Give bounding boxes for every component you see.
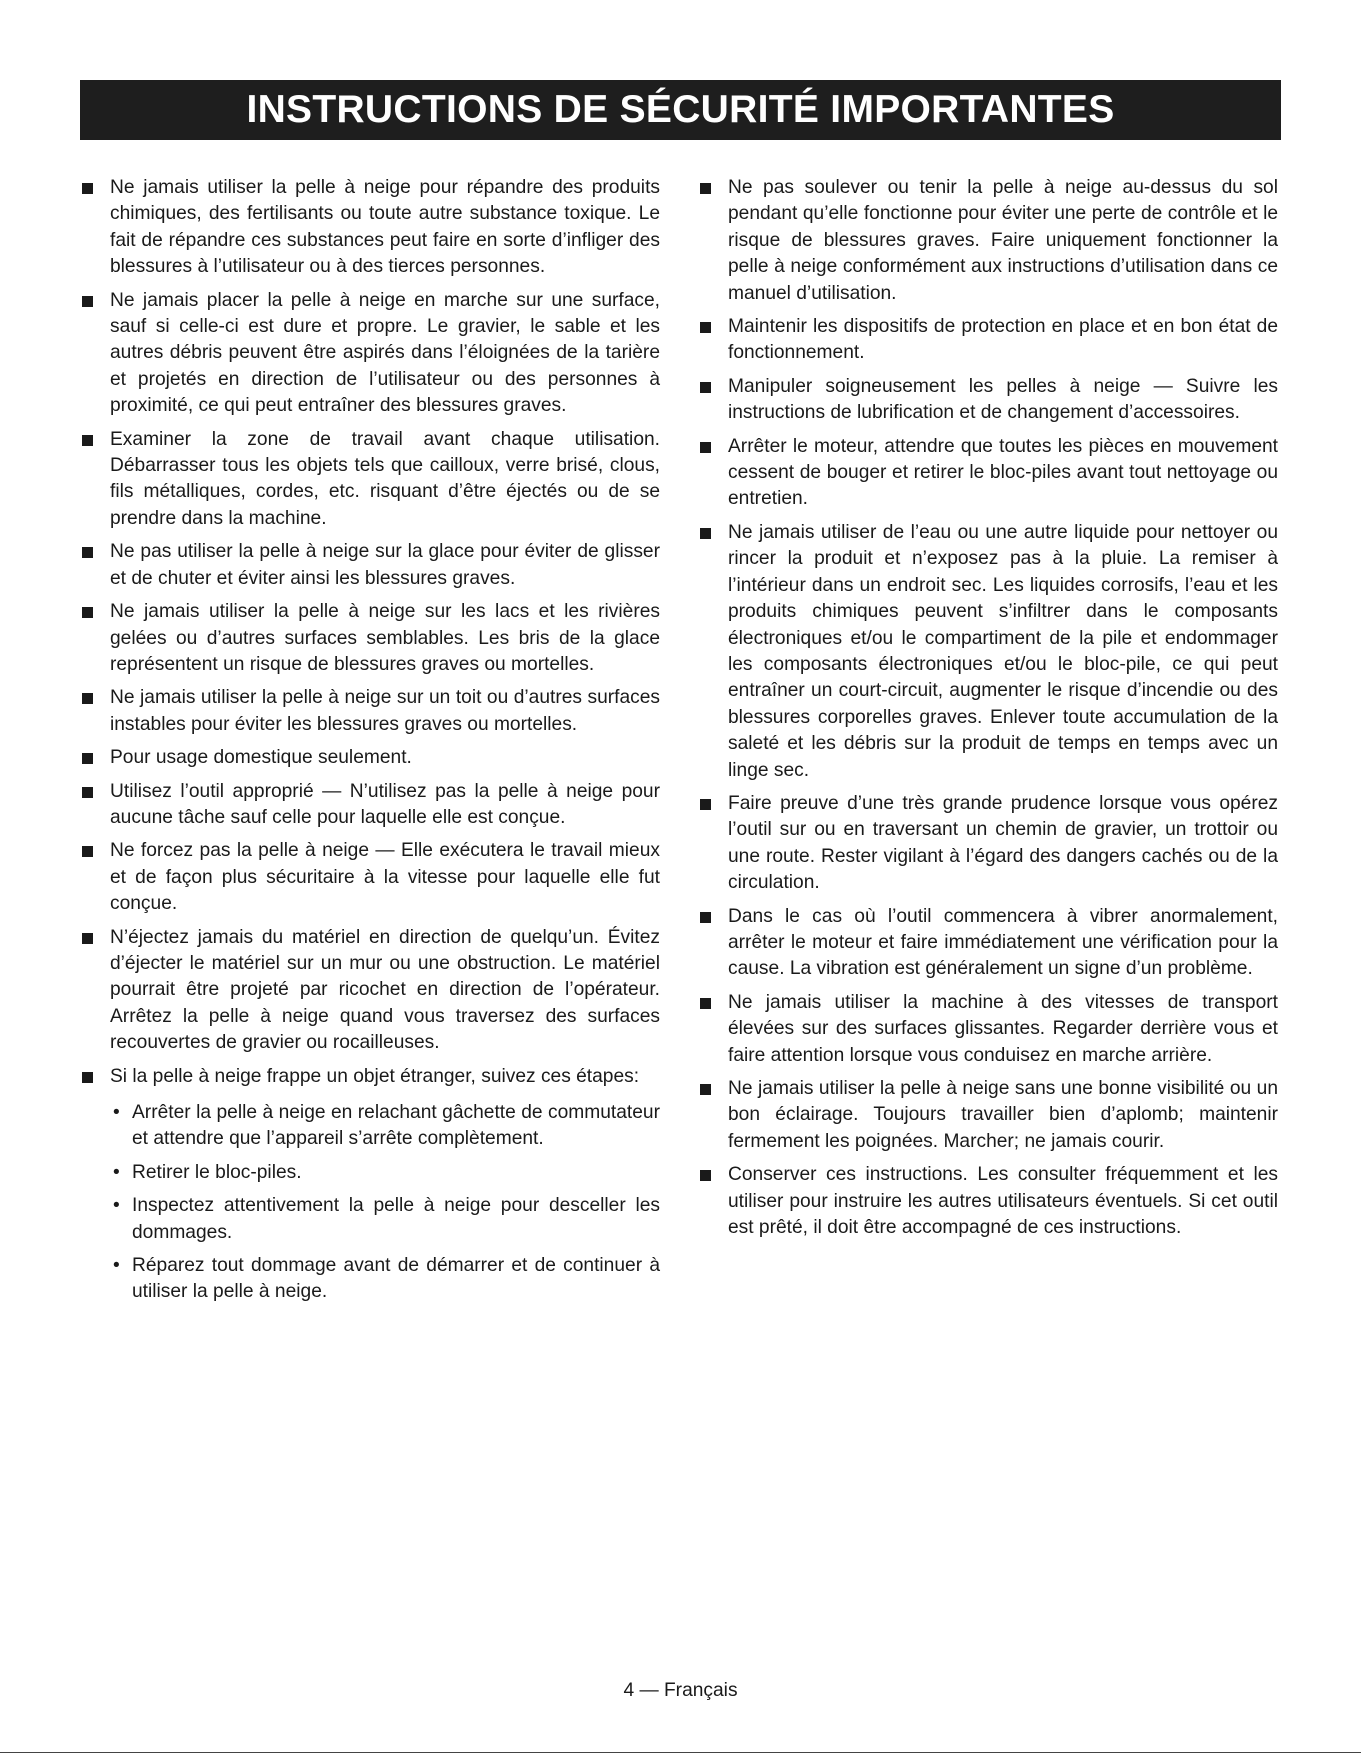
list-item: N’éjectez jamais du matériel en direction de quelqu’un. Évitez d’éjecter le matériel sur un mur ou une obstruction. Le matériel pourrait être projeté par ricochet en direction de l’opérateur. Arrêtez la pelle à neige quand vous traversez des surfaces recouvertes de gravier ou rocailleuses.	[80, 925, 660, 1057]
list-item: Ne pas utiliser la pelle à neige sur la glace pour éviter de glisser et de chuter et éviter ainsi les blessures graves.	[80, 539, 660, 592]
list-item: Arrêter le moteur, attendre que toutes les pièces en mouvement cessent de bouger et retirer le bloc-piles avant tout nettoyage ou entretien.	[698, 434, 1278, 513]
page-footer: 4 — Français	[623, 1680, 738, 1701]
list-item: Ne jamais utiliser la pelle à neige sur les lacs et les rivières gelées ou d’autres surfaces semblables. Les bris de la glace représentent un risque de blessures graves ou mortelles.	[80, 599, 660, 678]
list-item-with-steps	[80, 1064, 660, 1306]
list-item: Faire preuve d’une très grande prudence lorsque vous opérez l’outil sur ou en traversant un chemin de gravier, un trottoir ou une route. Rester vigilant à l’égard des dangers cachés ou de la circulation.	[698, 791, 1278, 897]
list-item: Manipuler soigneusement les pelles à neige — Suivre les instructions de lubrification et de changement d’accessoires.	[698, 374, 1278, 427]
safety-list-left	[80, 175, 660, 1306]
list-item: Ne pas soulever ou tenir la pelle à neige au-dessus du sol pendant qu’elle fonctionne pour éviter une perte de contrôle et le risque de blessures graves. Faire uniquement fonctionner la pelle à neige conformément aux instructions d’utilisation dans ce manuel d’utilisation.	[698, 175, 1278, 307]
sub-list-item: • Arrêter la pelle à neige en relachant gâchette de commutateur et attendre que l’appareil s’arrête complètement.	[110, 1100, 660, 1153]
list-item: Ne jamais utiliser la pelle à neige sans une bonne visibilité ou un bon éclairage. Toujours travailler bien d’aplomb; maintenir fermement les poignées. Marcher; ne jamais courir.	[698, 1076, 1278, 1155]
steps-sublist	[110, 1100, 660, 1306]
list-item: Utilisez l’outil approprié — N’utilisez pas la pelle à neige pour aucune tâche sauf celle pour laquelle elle est conçue.	[80, 779, 660, 832]
left-column	[80, 175, 660, 1313]
list-item: Dans le cas où l’outil commencera à vibrer anormalement, arrêter le moteur et faire immédiatement une vérification pour la cause. La vibration est généralement un signe d’un problème.	[698, 904, 1278, 983]
list-item: Ne jamais utiliser la pelle à neige sur un toit ou d’autres surfaces instables pour éviter les blessures graves ou mortelles.	[80, 685, 660, 738]
sub-list-item: • Réparez tout dommage avant de démarrer et de continuer à utiliser la pelle à neige.	[110, 1253, 660, 1306]
sub-list-item: • Inspectez attentivement la pelle à neige pour desceller les dommages.	[110, 1193, 660, 1246]
list-item: Maintenir les dispositifs de protection en place et en bon état de fonctionnement.	[698, 314, 1278, 367]
list-item: Ne forcez pas la pelle à neige — Elle exécutera le travail mieux et de façon plus sécuritaire à la vitesse pour laquelle elle fut conçue.	[80, 838, 660, 917]
list-item: Ne jamais utiliser la pelle à neige pour répandre des produits chimiques, des fertilisants ou toute autre substance toxique. Le fait de répandre ces substances peut faire en sorte d’infliger des blessures à l’utilisateur ou à des tierces personnes.	[80, 175, 660, 281]
sub-list-item: • Retirer le bloc-piles.	[110, 1160, 660, 1186]
list-item: Ne jamais placer la pelle à neige en marche sur une surface, sauf si celle-ci est dure et propre. Le gravier, le sable et les autres débris peuvent être aspirés dans l’éloignées de la tarière et projetés en direction de l’utilisateur ou des personnes à proximité, ce qui peut entraîner des blessures graves.	[80, 288, 660, 420]
page-title: INSTRUCTIONS DE SÉCURITÉ IMPORTANTES	[246, 88, 1115, 131]
list-item: Pour usage domestique seulement.	[80, 745, 660, 771]
list-item: Examiner la zone de travail avant chaque utilisation. Débarrasser tous les objets tels que cailloux, verre brisé, clous, fils métalliques, cordes, etc. risquant d’être éjectés ou de se prendre dans la machine.	[80, 427, 660, 533]
right-column	[698, 175, 1278, 1248]
list-item: Ne jamais utiliser de l’eau ou une autre liquide pour nettoyer ou rincer la produit et n’exposez pas à la pluie. La remiser à l’intérieur dans un endroit sec. Les liquides corrosifs, l’eau et les produits chimiques peuvent s’infiltrer dans le composants électroniques et/ou le compartiment de la pile et endommager les composants électroniques et/ou le bloc-pile, ce qui peut entraîner un court-circuit, augmenter le risque d’incendie ou des blessures corporelles graves. Enlever toute accumulation de la saleté et les débris sur la produit de temps en temps avec un linge sec.	[698, 520, 1278, 784]
safety-list-right	[698, 175, 1278, 1241]
bottom-divider	[0, 1752, 1361, 1753]
list-item-text: Si la pelle à neige frappe un objet étranger, suivez ces étapes:	[110, 1065, 640, 1087]
list-item: Ne jamais utiliser la machine à des vitesses de transport élevées sur des surfaces glissantes. Regarder derrière vous et faire attention lorsque vous conduisez en marche arrière.	[698, 990, 1278, 1069]
list-item: Conserver ces instructions. Les consulter fréquemment et les utiliser pour instruire les autres utilisateurs éventuels. Si cet outil est prêté, il doit être accompagné de ces instructions.	[698, 1162, 1278, 1241]
section-title-bar	[80, 80, 1281, 140]
